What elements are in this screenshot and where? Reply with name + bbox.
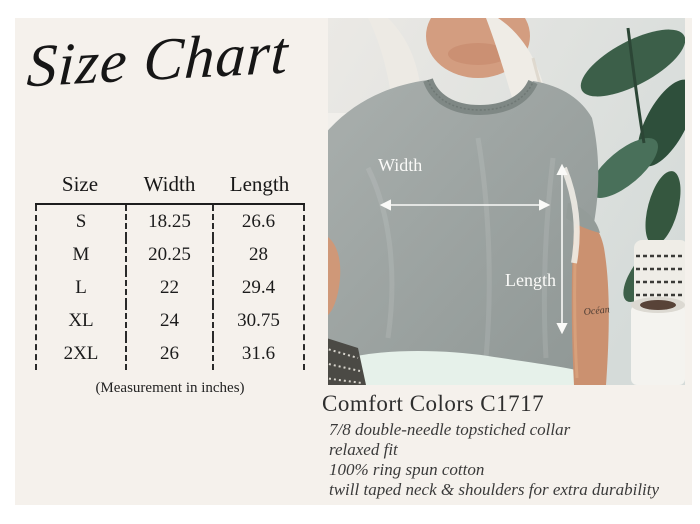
- size-chart-table: [35, 166, 305, 370]
- model-photo-illustration: [328, 18, 685, 385]
- table-row: [37, 304, 303, 337]
- table-header-row: [35, 166, 305, 205]
- cell-length: 29.4: [241, 276, 276, 298]
- table-row: [37, 238, 303, 271]
- tattoo-text: Océan: [583, 304, 611, 318]
- product-features: [322, 420, 688, 500]
- header-length: Length: [229, 172, 290, 196]
- width-label: Width: [378, 155, 423, 175]
- cell-width: 20.25: [125, 238, 214, 271]
- feature-item: relaxed fit: [329, 440, 398, 459]
- table-row: [37, 271, 303, 304]
- cell-width: 18.25: [125, 205, 214, 238]
- cell-size: L: [75, 276, 87, 298]
- cell-length: 28: [249, 243, 268, 265]
- cell-size: S: [75, 210, 87, 232]
- cell-width: 26: [125, 337, 214, 370]
- table-row: [37, 337, 303, 370]
- cell-width: 22: [125, 271, 214, 304]
- product-photo: [328, 18, 685, 385]
- header-size: Size: [61, 172, 99, 196]
- cell-size: M: [72, 243, 90, 265]
- product-name: Comfort Colors C1717: [322, 391, 545, 416]
- cell-width: 24: [125, 304, 214, 337]
- cell-length: 26.6: [241, 210, 276, 232]
- table-body: [35, 205, 305, 370]
- tshirt: [328, 80, 598, 385]
- feature-item: 7/8 double-needle topstiched collar: [329, 420, 571, 439]
- page-title: Size Chart: [25, 19, 291, 100]
- plant-pot: [631, 297, 685, 385]
- product-info: [322, 391, 688, 500]
- header-width: Width: [143, 172, 196, 196]
- measurement-note: (Measurement in inches): [95, 380, 245, 396]
- feature-item: 100% ring spun cotton: [329, 460, 485, 479]
- table-row: [37, 205, 303, 238]
- length-label: Length: [505, 270, 556, 290]
- cell-size: 2XL: [63, 342, 99, 364]
- cell-size: XL: [68, 309, 94, 331]
- feature-item: twill taped neck & shoulders for extra durability: [329, 480, 660, 499]
- cell-length: 31.6: [241, 342, 276, 364]
- cell-length: 30.75: [237, 309, 280, 331]
- cream-panel: [15, 18, 692, 505]
